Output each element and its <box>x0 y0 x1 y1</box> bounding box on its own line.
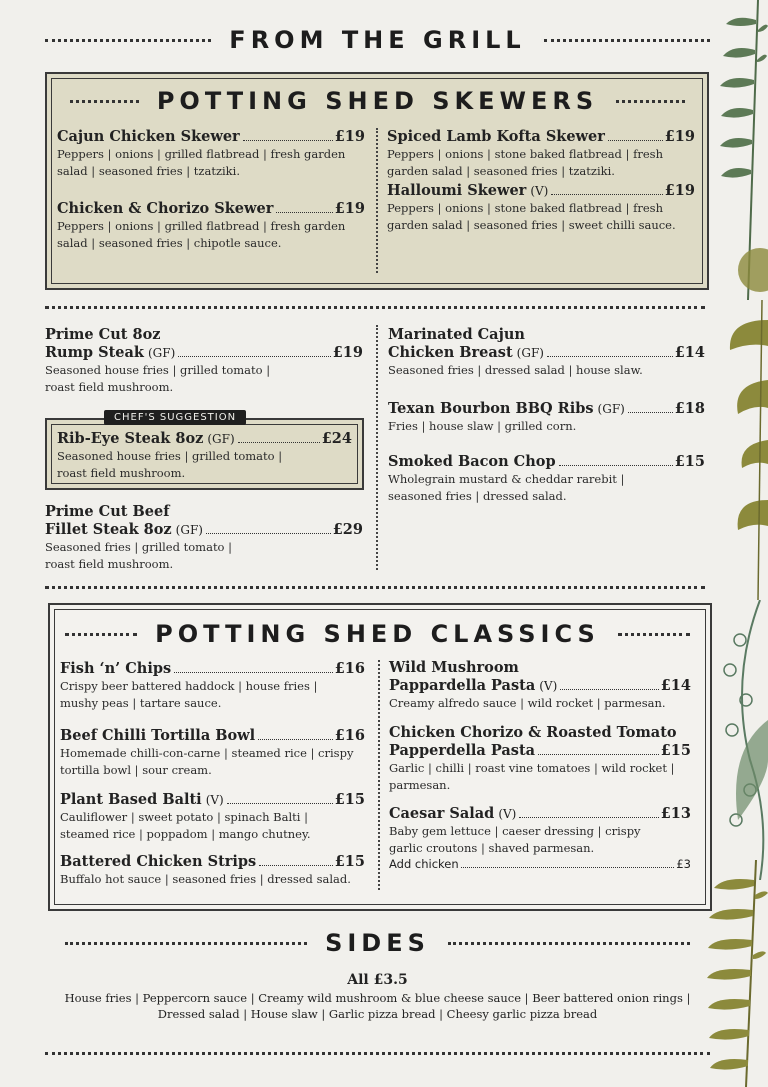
item-description: Seasoned house fries | grilled tomato | roast field mushroom. <box>57 449 283 480</box>
menu-item-fillet-steak <box>45 503 363 573</box>
sides-list-line1: House fries | Peppercorn sauce | Creamy wild mushroom & blue cheese sauce | Beer battered onion rings | <box>64 991 691 1005</box>
item-tag: (GF) <box>207 432 235 446</box>
fern-illustration-top <box>718 0 768 300</box>
item-name: Cajun Chicken Skewer <box>57 128 240 145</box>
menu-item-rump-steak <box>45 326 363 396</box>
extra-price: £3 <box>676 857 691 871</box>
item-description: Baby gem lettuce | caeser dressing | crispy garlic croutons | shaved parmesan. <box>389 824 641 855</box>
item-description: Fries | house slaw | grilled corn. <box>388 419 577 433</box>
item-name: Fillet Steak 8oz <box>45 521 172 538</box>
item-price: £24 <box>321 430 352 447</box>
item-tag: (GF) <box>516 346 544 360</box>
item-tag: (V) <box>530 184 549 198</box>
item-description: Seasoned fries | dressed salad | house slaw. <box>388 363 643 377</box>
item-description: Cauliflower | sweet potato | spinach Balti | steamed rice | poppadom | mango chutney. <box>60 810 311 841</box>
item-name: Halloumi Skewer <box>387 182 527 199</box>
item-price: £16 <box>334 660 365 677</box>
item-price: £15 <box>660 742 691 759</box>
page-title-row <box>45 25 710 55</box>
item-description: Peppers | onions | grilled flatbread | fresh garden salad | seasoned fries | chipotle sauce. <box>57 219 346 250</box>
item-price: £13 <box>660 805 691 822</box>
item-name: Rump Steak <box>45 344 144 361</box>
item-name: Caesar Salad <box>389 805 495 822</box>
item-description: Seasoned house fries | grilled tomato | roast field mushroom. <box>45 363 271 394</box>
item-description: Buffalo hot sauce | seasoned fries | dressed salad. <box>60 872 351 886</box>
item-name: Papperdella Pasta <box>389 742 536 759</box>
item-name-line1: Marinated Cajun <box>388 326 525 343</box>
menu-item-chicken-chorizo-skewer <box>57 200 365 252</box>
item-name: Fish ‘n’ Chips <box>60 660 172 677</box>
vine-illustration <box>710 600 768 880</box>
item-name: Rib-Eye Steak 8oz <box>57 430 204 447</box>
classics-title: POTTING SHED CLASSICS <box>155 620 600 648</box>
skewers-column-divider <box>376 128 378 273</box>
item-name-line1: Wild Mushroom <box>389 659 519 676</box>
item-name: Plant Based Balti <box>60 791 202 808</box>
item-price: £15 <box>334 853 365 870</box>
classics-heading-row <box>65 619 690 649</box>
item-name: Texan Bourbon BBQ Ribs <box>388 400 594 417</box>
menu-item-cajun-chicken-skewer <box>57 128 365 180</box>
item-price: £14 <box>660 677 691 694</box>
menu-item-beef-chilli-tortilla-bowl <box>60 727 365 779</box>
sides-list-line2: Dressed salad | House slaw | Garlic pizza bread | Cheesy garlic pizza bread <box>157 1007 598 1021</box>
grill-column-divider <box>376 325 378 570</box>
item-description: Peppers | onions | stone baked flatbread | fresh garden salad | seasoned fries | sweet chilli sauce. <box>387 201 676 232</box>
item-tag: (V) <box>498 807 517 821</box>
item-description: Peppers | onions | stone baked flatbread | fresh garden salad | seasoned fries | tzatziki. <box>387 147 663 178</box>
item-price: £19 <box>334 200 365 217</box>
item-price: £15 <box>674 453 705 470</box>
item-description: Crispy beer battered haddock | house fries | mushy peas | tartare sauce. <box>60 679 318 710</box>
item-tag: (GF) <box>147 346 176 360</box>
item-name-line1: Prime Cut Beef <box>45 503 170 520</box>
item-name: Beef Chilli Tortilla Bowl <box>60 727 256 744</box>
sides-price: All £3.5 <box>347 972 408 988</box>
bottom-divider <box>45 1052 710 1055</box>
item-description: Seasoned fries | grilled tomato | roast field mushroom. <box>45 540 233 571</box>
item-name-line1: Prime Cut 8oz <box>45 326 161 343</box>
item-tag: (V) <box>205 793 224 807</box>
menu-item-battered-chicken-strips <box>60 853 365 888</box>
menu-item-chicken-chorizo-pasta <box>389 724 691 794</box>
menu-item-plant-based-balti <box>60 791 365 843</box>
skewers-heading-row <box>70 86 685 116</box>
item-description: Creamy alfredo sauce | wild rocket | parmesan. <box>389 696 666 710</box>
menu-item-halloumi-skewer <box>387 182 695 234</box>
section-divider <box>45 586 705 589</box>
item-tag: (V) <box>539 679 558 693</box>
menu-item-rib-eye-steak <box>57 430 352 482</box>
item-description: Homemade chilli-con-carne | steamed rice | crispy tortilla bowl | sour cream. <box>60 746 354 777</box>
item-tag: (GF) <box>175 523 203 537</box>
sides-heading-row <box>65 928 690 958</box>
item-description: Wholegrain mustard & cheddar rarebit | seasoned fries | dressed salad. <box>388 472 625 503</box>
item-name: Spiced Lamb Kofta Skewer <box>387 128 605 145</box>
item-name: Chicken & Chorizo Skewer <box>57 200 274 217</box>
item-name: Chicken Breast <box>388 344 513 361</box>
item-price: £19 <box>332 344 363 361</box>
section-divider <box>45 306 705 309</box>
classics-column-divider <box>378 660 380 890</box>
item-tag: (GF) <box>597 402 625 416</box>
menu-item-fish-n-chips <box>60 660 365 712</box>
item-name: Smoked Bacon Chop <box>388 453 556 470</box>
item-name: Pappardella Pasta <box>389 677 536 694</box>
item-price: £18 <box>674 400 705 417</box>
add-chicken-row <box>389 857 691 871</box>
item-description: Peppers | onions | grilled flatbread | fresh garden salad | seasoned fries | tzatziki. <box>57 147 346 178</box>
item-price: £14 <box>674 344 705 361</box>
menu-item-bbq-ribs <box>388 400 705 435</box>
fern-illustration-bottom <box>706 860 768 1087</box>
menu-item-bacon-chop <box>388 453 705 505</box>
ginkgo-illustration <box>722 300 768 600</box>
extra-label: Add chicken <box>389 857 459 871</box>
menu-item-caesar-salad <box>389 805 691 871</box>
item-price: £19 <box>664 182 695 199</box>
item-price: £19 <box>664 128 695 145</box>
chefs-suggestion-badge: CHEF'S SUGGESTION <box>104 410 246 425</box>
item-description: Garlic | chilli | roast vine tomatoes | wild rocket | parmesan. <box>389 761 675 792</box>
item-name: Battered Chicken Strips <box>60 853 257 870</box>
item-price: £29 <box>332 521 363 538</box>
item-name-line1: Chicken Chorizo & Roasted Tomato <box>389 724 677 741</box>
menu-item-cajun-chicken-breast <box>388 326 705 379</box>
page-title: FROM THE GRILL <box>229 26 526 54</box>
item-price: £15 <box>334 791 365 808</box>
menu-item-spiced-lamb-kofta-skewer <box>387 128 695 180</box>
sides-title: SIDES <box>325 929 430 957</box>
menu-item-wild-mushroom-pasta <box>389 659 691 712</box>
item-price: £16 <box>334 727 365 744</box>
skewers-title: POTTING SHED SKEWERS <box>156 87 599 115</box>
item-price: £19 <box>334 128 365 145</box>
